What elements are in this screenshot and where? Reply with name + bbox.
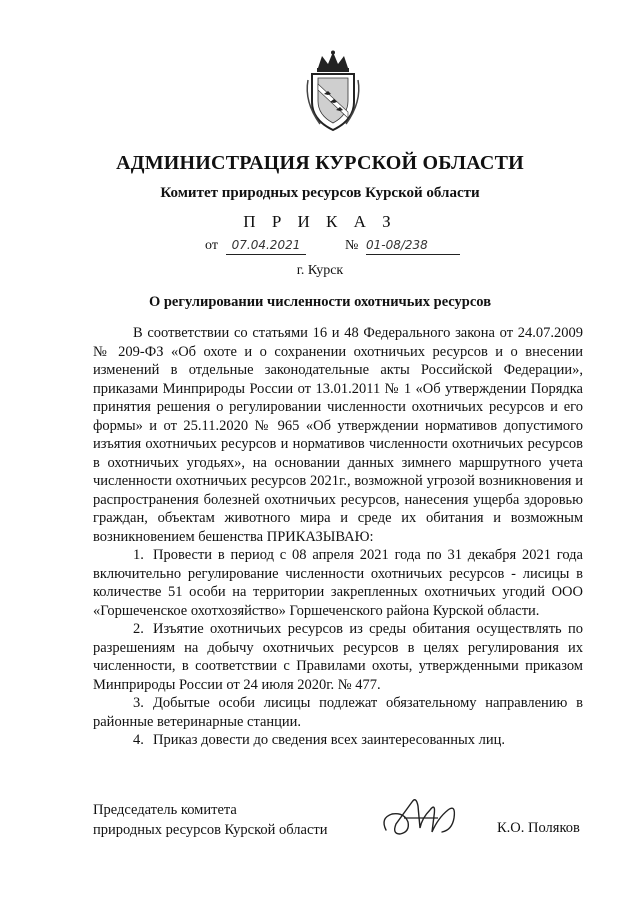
kursk-coat-of-arms-icon (300, 50, 366, 132)
date-prefix: от (205, 238, 218, 253)
preamble: В соответствии со статьями 16 и 48 Федерального закона от 24.07.2009 № 209-ФЗ «Об охоте и о сохранении охотничьих ресурсов и о внесении изменений в отдельные законодательные акты Российской Федерации», приказами Минприроды России от 13.01.2011 № 1 «Об утверждении Порядка принятия решения о регулировании численности охотничьих ресурсов и его формы» и от 25.11.2020 № 965 «Об утверждении нормативов допустимого изъятия охотничьих ресурсов и нормативов численности охотничьих ресурсов в охотничьих угодьях», на основании данных зимнего маршрутного учета численности охотничьих ресурсов 2021г., возможной угрозой возникновения и распространения болезней охотничьих ресурсов, нанесения ущерба здоровью граждан, объектам животного мира и среде их обитания и возможным возникновением бешенства ПРИКАЗЫВАЮ: (93, 325, 583, 545)
item-text: Приказ довести до сведения всех заинтересованных лиц. (153, 732, 506, 748)
order-number: 01-08/238 (366, 238, 460, 255)
order-date: 07.04.2021 (226, 238, 306, 255)
department-title: Комитет природных ресурсов Курской области (160, 185, 480, 201)
order-item (93, 546, 583, 620)
position-line-1: Председатель комитета (93, 802, 237, 818)
order-item (93, 694, 583, 731)
item-text: Добытые особи лисицы подлежат обязательному направлению в районные ветеринарные станции. (93, 695, 583, 730)
item-text: Провести в период с 08 апреля 2021 года по 31 декабря 2021 года включительно регулирование численности охотничьих ресурсов - лисицы в количестве 51 особи на территории закрепленных охотничьих угодий ООО «Горшеченское охотхозяйство» Горшеченского района Курской области. (93, 547, 583, 619)
item-text: Изъятие охотничьих ресурсов из среды обитания осуществлять по разрешениям на добычу охотничьих ресурсов в целях регулирования их численности, в соответствии с Правилами охоты, утвержденными приказом Минприроды России от 24 июля 2020г. № 477. (93, 621, 583, 693)
order-body (93, 324, 583, 750)
organization-title: АДМИНИСТРАЦИЯ КУРСКОЙ ОБЛАСТИ (116, 152, 524, 174)
signatory-position (93, 800, 328, 840)
signatory-name: К.О. Поляков (497, 820, 580, 836)
position-line-2: природных ресурсов Курской области (93, 822, 328, 838)
handwritten-signature-icon (378, 788, 468, 848)
item-number: 4. (133, 732, 144, 748)
order-item (93, 620, 583, 694)
number-prefix: № (345, 238, 359, 253)
item-number: 1. (133, 547, 144, 563)
order-subject: О регулировании численности охотничьих ресурсов (148, 294, 492, 310)
document-type: П Р И К А З (243, 212, 397, 231)
order-item (93, 731, 583, 750)
item-number: 3. (133, 695, 144, 711)
item-number: 2. (133, 621, 144, 637)
city: г. Курск (296, 263, 344, 278)
